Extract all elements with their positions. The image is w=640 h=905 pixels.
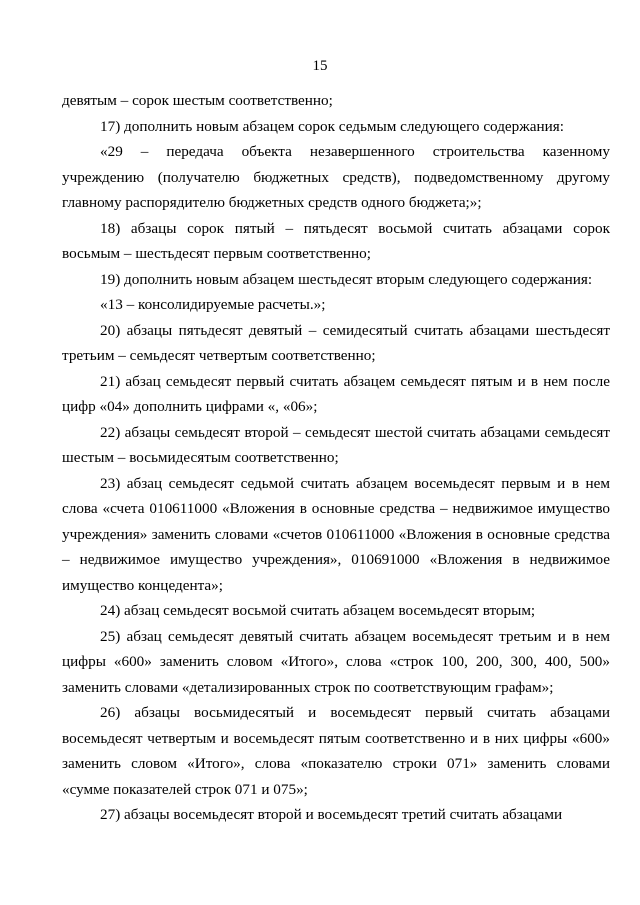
paragraph-item-25: 25) абзац семьдесят девятый считать абзацем восемьдесят третьим и в нем цифры «600» заменить словом «Итого», слова «строк 100, 200, 300, 400, 500» заменить словами «детализированных строк по соответствующим графам»; xyxy=(62,627,610,696)
paragraph-item-22: 22) абзацы семьдесят второй – семьдесят шестой считать абзацами семьдесят шестым – восьмидесятым соответственно; xyxy=(62,423,610,466)
page-number: 15 xyxy=(312,58,328,74)
paragraph-item-18: 18) абзацы сорок пятый – пятьдесят восьмой считать абзацами сорок восьмым – шестьдесят первым соответственно; xyxy=(62,219,610,262)
document-body xyxy=(62,88,610,828)
paragraph-item-21: 21) абзац семьдесят первый считать абзацем семьдесят пятым и в нем после цифр «04» дополнить цифрами «, «06»; xyxy=(62,372,610,415)
paragraph-item-19: 19) дополнить новым абзацем шестьдесят вторым следующего содержания: xyxy=(100,270,593,288)
paragraph-quote-29: «29 – передача объекта незавершенного строительства казенному учреждению (получателю бюджетных средств), подведомственному другому главному распорядителю бюджетных средств одного бюджета;»; xyxy=(62,143,610,211)
paragraph-item-26: 26) абзацы восьмидесятый и восемьдесят первый считать абзацами восемьдесят четвертым и восемьдесят пятым соответственно и в них цифры «600» заменить словом «Итого», слова «показателю строки 071» заменить словами «сумме показателей строк 071 и 075»; xyxy=(62,704,610,798)
paragraph-item-17: 17) дополнить новым абзацем сорок седьмым следующего содержания: xyxy=(100,117,564,135)
paragraph-quote-13: «13 – консолидируемые расчеты.»; xyxy=(100,296,326,313)
paragraph-item-20: 20) абзацы пятьдесят девятый – семидесятый считать абзацами шестьдесят третьим – семьдесят четвертым соответственно; xyxy=(62,321,610,364)
paragraph-continuation: девятым – сорок шестым соответственно; xyxy=(62,92,333,109)
paragraph-item-23: 23) абзац семьдесят седьмой считать абзацем восемьдесят первым и в нем слова «счета 010611000 «Вложения в основные средства – недвижимое имущество учреждения» заменить словами «счетов 010611000 «Вложения в основные средства – недвижимое имущество учреждения», 010691000 «Вложения в недвижимое имущество концедента»; xyxy=(62,474,610,594)
paragraph-item-27: 27) абзацы восемьдесят второй и восемьдесят третий считать абзацами xyxy=(100,806,563,823)
paragraph-item-24: 24) абзац семьдесят восьмой считать абзацем восемьдесят вторым; xyxy=(100,602,536,619)
